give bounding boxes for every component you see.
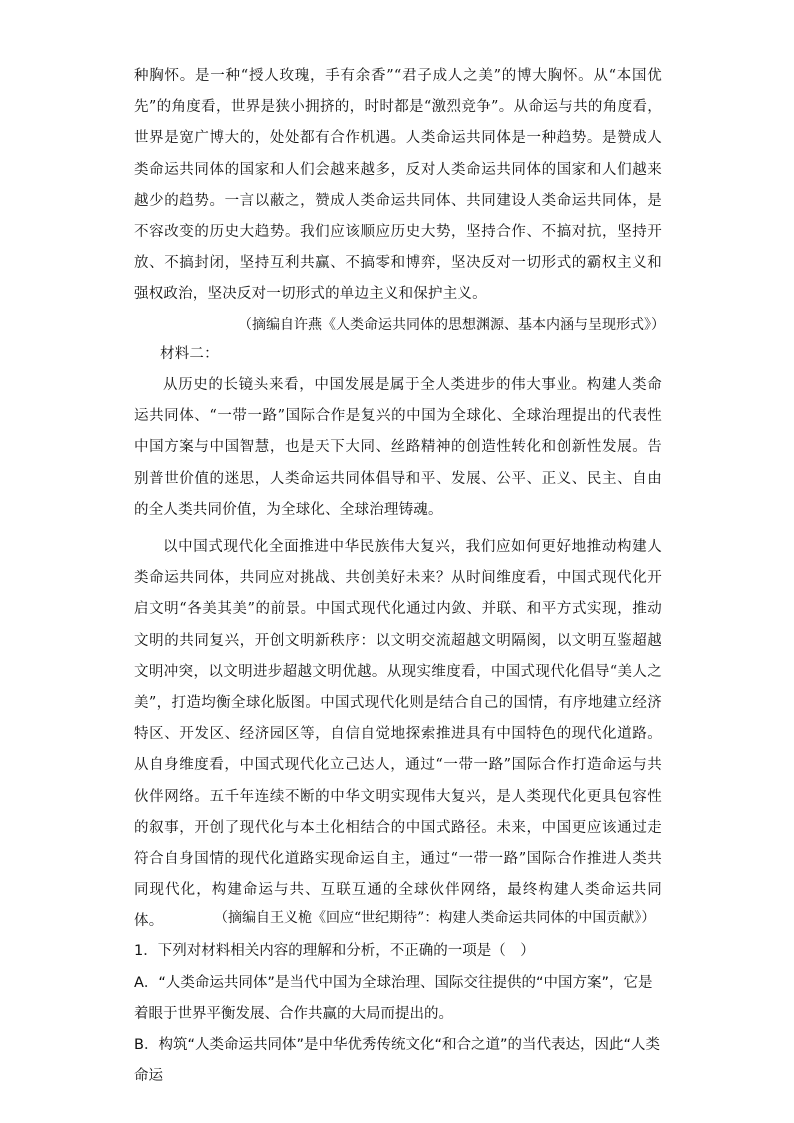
material2-heading: 材料二： <box>160 346 219 362</box>
question-1-option-a: A．“人类命运共同体”是当代中国为全球治理、国际交往提供的“中国方案”，它是着眼于世界平衡发展、合作共赢的大局而提出的。 <box>134 975 653 1022</box>
question-1-option-b: B．构筑“人类命运共同体”是中华优秀传统文化“和合之道”的当代表达，因此“人类命运 <box>134 1037 661 1084</box>
question-1-stem: 1．下列对材料相关内容的理解和分析，不正确的一项是（ ） <box>134 943 535 959</box>
material2-paragraph-1: 从历史的长镜头来看，中国发展是属于全人类进步的伟大事业。构建人类命运共同体、“一带一路”国际合作是复兴的中国为全球化、全球治理提出的代表性中国方案与中国智慧，也是天下大同、丝路精神的创造性转化和创新性发展。告别普世价值的迷思，人类命运共同体倡导和平、发展、公平、正义、民主、自由的全人类共同价值，为全球化、全球治理铸魂。 <box>134 377 662 518</box>
material1-paragraph: 种胸怀。是一种“授人玫瑰，手有余香”“君子成人之美”的博大胸怀。从“本国优先”的角度看，世界是狭小拥挤的，时时都是“激烈竞争”。从命运与共的角度看，世界是宽广博大的，处处都有合作机遇。人类命运共同体是一种趋势。是赞成人类命运共同体的国家和人们会越来越多，反对人类命运共同体的国家和人们越来越少的趋势。一言以蔽之，赞成人类命运共同体、共同建设人类命运共同体，是不容改变的历史大趋势。我们应该顺应历史大势，坚持合作、不搞对抗，坚持开放、不搞封闭，坚持互利共赢、不搞零和博弈，坚决反对一切形式的霸权主义和强权政治，坚决反对一切形式的单边主义和保护主义。 <box>134 68 662 303</box>
material1-citation: （摘编自许燕《人类命运共同体的思想渊源、基本内涵与呈现形式》） <box>238 317 665 333</box>
material2-paragraph-2: 以中国式现代化全面推进中华民族伟大复兴，我们应如何更好地推动构建人类命运共同体，共同应对挑战、共创美好未来？从时间维度看，中国式现代化开启文明“各美其美”的前景。中国式现代化通过内敛、并联、和平方式实现，推动文明的共同复兴，开创文明新秩序：以文明交流超越文明隔阂，以文明互鉴超越文明冲突，以文明进步超越文明优越。从现实维度看，中国式现代化倡导“美人之美”，打造均衡全球化版图。中国式现代化则是结合自己的国情，有序地建立经济特区、开发区、经济园区等，自信自觉地探索推进具有中国特色的现代化道路。从自身维度看，中国式现代化立己达人，通过“一带一路”国际合作打造命运与共伙伴网络。五千年连续不断的中华文明实现伟大复兴，是人类现代化更具包容性的叙事，开创了现代化与本土化相结合的中国式路径。未来，中国更应该通过走符合自身国情的现代化道路实现命运自主，通过“一带一路”国际合作推进人类共同现代化，构建命运与共、互联互通的全球伙伴网络，最终构建人类命运共同体。 <box>134 539 662 930</box>
material2-citation: （摘编自王义桅《回应“世纪期待”：构建人类命运共同体的中国贡献》） <box>214 910 656 926</box>
